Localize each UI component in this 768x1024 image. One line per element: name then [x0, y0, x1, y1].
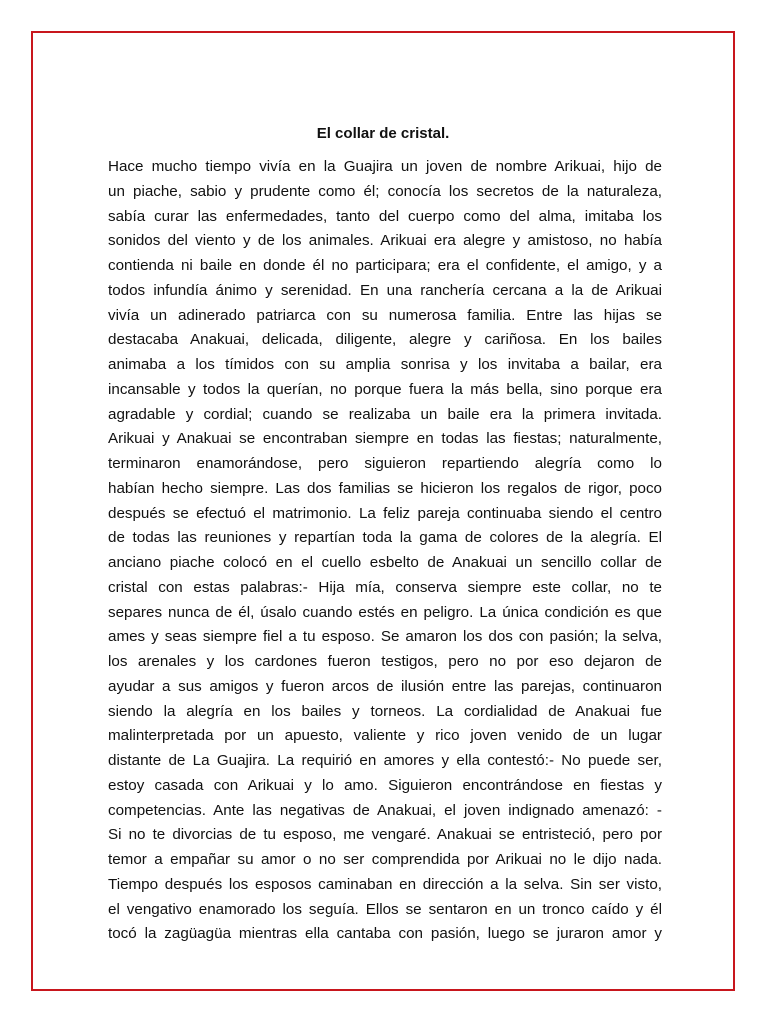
text-line: todos infundía ánimo y serenidad. En una ranchería cercana a la de Arikuai — [108, 281, 662, 299]
text-line: sonidos del viento y de los animales. Arikuai era alegre y amistoso, no había — [108, 232, 662, 250]
text-line: un piache, sabio y prudente como él; conocía los secretos de la naturaleza, — [108, 182, 662, 200]
text-line: siendo la alegría en los bailes y torneos. La cordialidad de Anakuai fue — [108, 702, 662, 720]
text-line: agradable y cordial; cuando se realizaba un baile era la primera invitada. — [108, 405, 662, 423]
text-line: tocó la zagüagüa mientras ella cantaba con pasión, luego se juraron amor y — [108, 925, 662, 943]
text-line: anciano piache colocó en el cuello esbelto de Anakuai un sencillo collar de — [108, 554, 662, 571]
text-line: ayudar a sus amigos y fueron arcos de ilusión entre las parejas, continuaron — [108, 677, 662, 695]
text-line: competencias. Ante las negativas de Anakuai, el joven indignado amenazó: - — [108, 801, 662, 819]
text-line: malinterpretada por un apuesto, valiente y rico joven venido de un lugar — [108, 727, 662, 745]
text-line: destacaba Anakuai, delicada, diligente, alegre y cariñosa. En los bailes — [108, 331, 662, 349]
text-line: el vengativo enamorado los seguía. Ellos se sentaron en un tronco caído y él — [108, 900, 662, 918]
document-body — [108, 155, 662, 947]
text-line: Si no te divorcias de tu esposo, me vengaré. Anakuai se entristeció, pero por — [108, 826, 662, 844]
text-line: Tiempo después los esposos caminaban en dirección a la selva. Sin ser visto, — [108, 875, 662, 893]
text-line: Hace mucho tiempo vivía en la Guajira un joven de nombre Arikuai, hijo de — [108, 158, 662, 175]
document-title: El collar de cristal. — [316, 125, 450, 142]
text-line: distante de La Guajira. La requirió en amores y ella contestó:- No puede ser, — [108, 752, 662, 769]
text-line: Arikuai y Anakuai se encontraban siempre en todas las fiestas; naturalmente, — [108, 430, 662, 448]
text-line: animaba a los tímidos con su amplia sonrisa y los invitaba a bailar, era — [108, 356, 662, 373]
text-line: vivía un adinerado patriarca con su numerosa familia. Entre las hijas se — [108, 306, 662, 324]
text-line: temor a empañar su amor o no ser comprendida por Arikuai no le dijo nada. — [108, 851, 662, 868]
text-line: después se efectuó el matrimonio. La feliz pareja continuaba siendo el centro — [108, 504, 662, 522]
text-line: ames y seas siempre fiel a tu esposo. Se amaron los dos con pasión; la selva, — [108, 628, 662, 646]
text-line: de todas las reuniones y repartían toda la gama de colores de la alegría. El — [108, 529, 662, 547]
text-line: sabía curar las enfermedades, tanto del cuerpo como del alma, imitaba los — [108, 207, 662, 225]
text-line: cristal con estas palabras:- Hija mía, conserva siempre este collar, no te — [108, 578, 662, 596]
text-line: contienda ni baile en donde él no participara; era el confidente, el amigo, y a — [108, 257, 662, 274]
text-line: habían hecho siempre. Las dos familias se hicieron los regalos de rigor, poco — [108, 479, 662, 497]
text-line: terminaron enamorándose, pero siguieron repartiendo alegría como lo — [108, 455, 662, 472]
document-page — [31, 31, 735, 991]
text-line: separes nunca de él, úsalo cuando estés en peligro. La única condición es que — [108, 603, 662, 621]
text-line: los arenales y los cardones fueron testigos, pero no por eso dejaron de — [108, 653, 662, 670]
text-line: estoy casada con Arikuai y lo amo. Siguieron encontrándose en fiestas y — [108, 776, 662, 794]
text-line: incansable y todos la querían, no porque fuera la más bella, sino porque era — [108, 380, 662, 398]
